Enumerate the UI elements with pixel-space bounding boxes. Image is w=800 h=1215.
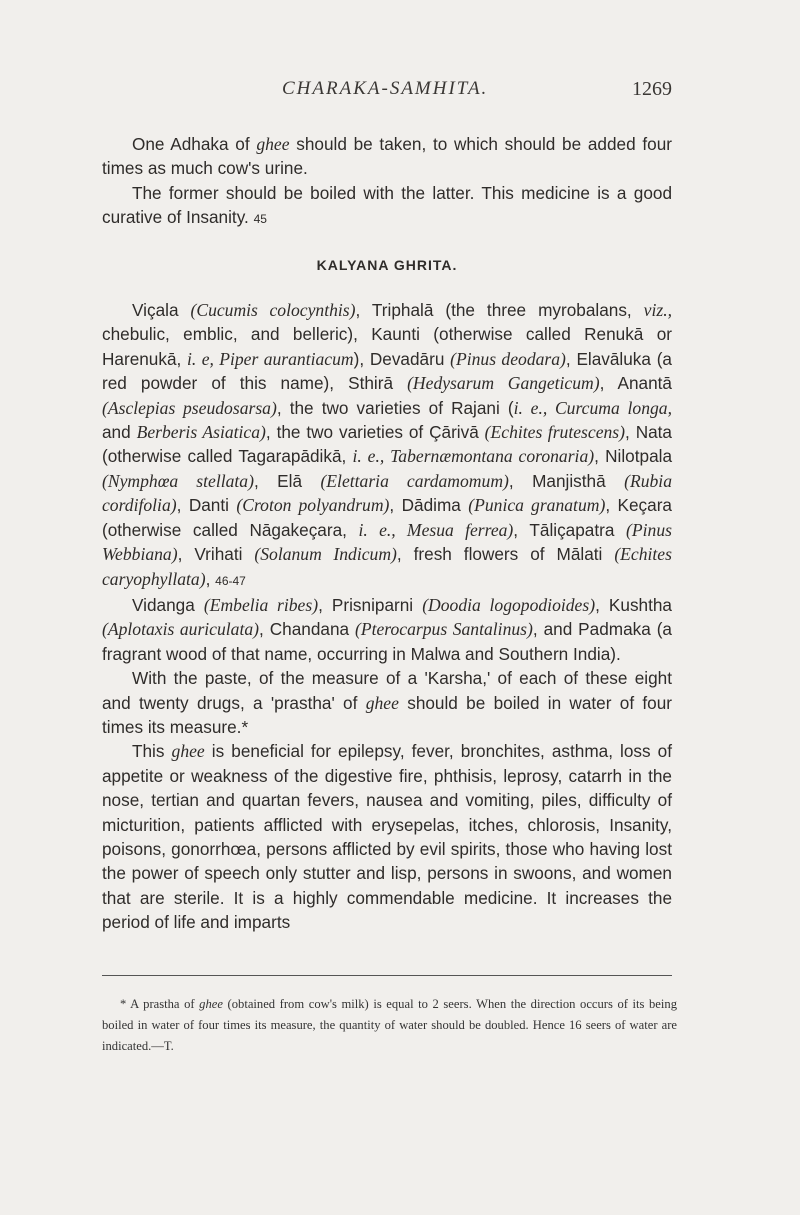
ingredient-separator: , [595,594,609,615]
ingredient-latin-name: viz., [643,300,672,321]
text-run: With the paste, of the measure of a 'Karsha,' of each of these eight and twenty drugs, a 'prastha' of [102,668,672,713]
ingredient-name: Triphalā (the three myrobalans, [371,300,644,321]
verse-reference: 46-47 [215,573,246,588]
ingredient-separator: , [599,373,618,394]
ingredient-separator: , [389,495,402,516]
footnote-divider [102,975,672,976]
ingredient-separator: , [276,397,290,418]
ingredient-latin-name: (Elettaria cardamomum) [320,470,509,491]
section-heading: KALYANA GHRITA. [316,256,458,273]
ingredient-latin-name: Berberis Asiatica) [136,422,266,443]
ingredient-latin-name: (Aplotaxis auriculata) [102,619,260,640]
ingredient-separator: , [532,619,544,640]
ingredient-name: fresh flowers of Mālati [413,544,615,565]
ingredient-item [137,422,277,442]
ingredient-item [370,349,577,369]
ingredient-separator: , [594,446,606,467]
ingredient-latin-name: (Cucumis colocynthis) [190,300,356,321]
ingredient-item [332,595,609,615]
ingredient-separator: , [508,470,533,491]
ingredient-name: Anantā [617,373,672,394]
ingredient-latin-name: (Punica granatum) [468,495,606,516]
text-run: * A prastha of [120,997,200,1011]
italic-term: ghee [171,741,205,762]
ingredient-latin-name: i. e., Curcuma longa, [513,397,672,418]
ingredient-name: Kushtha [608,594,672,615]
ingredient-name: Vidanga [132,594,204,615]
text-run: (obtained from cow's milk) is equal to 2 seers. When the direction occurs of its being boiled in water of four times its measure, the quantity of water should be doubled. Hence 16 seers of water are indicated.—T. [102,997,677,1053]
ingredient-item [132,300,372,320]
ingredient-separator: ), [353,348,370,369]
ingredient-name: Manjisthā [532,470,625,491]
paragraph-2 [102,181,672,232]
ingredient-name: Vrihati [194,544,255,565]
ingredient-latin-name: (Pterocarpus Santalinus) [354,619,533,640]
ingredient-item [132,595,332,615]
ingredient-item [277,422,636,442]
ingredient-name: Sthirā [348,373,408,394]
ingredient-item [189,495,402,515]
ingredient-latin-name: (Croton polyandrum) [236,495,390,516]
ingredient-separator: , [565,348,577,369]
ingredient-separator: , [205,568,216,589]
running-head [102,78,672,108]
text-run: This [132,741,172,762]
ingredient-separator: , [253,470,278,491]
ingredient-separator: , [396,544,414,565]
running-title: CHARAKA-SAMHITA. [282,78,489,99]
ingredient-latin-name: i. e, Piper aurantiacum [187,348,354,369]
body-text [102,132,672,935]
ingredient-name: Kaunti (otherwise called Renukā or Harenukā, [102,324,672,369]
text-run: One Adhaka of [132,134,257,154]
ingredient-separator: , [318,594,332,615]
ingredient-name: Viçala [132,300,191,321]
paragraph-1 [102,132,672,181]
ingredient-name: the two varieties of Çārivā [276,422,485,443]
ingredient-separator: , [265,422,277,443]
ingredient-latin-name: (Nymphœa stellata) [102,470,254,491]
ingredient-name: Elā [277,470,321,491]
ingredient-separator: and [102,422,137,443]
ingredient-item [402,495,618,515]
ingredient-name: Elavāluka (a red powder of this name), [102,348,672,394]
text-run: is beneficial for epilepsy, fever, bronchites, asthma, loss of appetite or weakness of the digestive fire, phthisis, leprosy, catarrh in the nose, tertian and quartan fevers, nausea and vomiting, piles, difficulty of micturition, patients afflicted with erysepelas, itches, chlorosis, Insanity, poisons, gonorrhœa, persons afflicted by evil spirits, those who having lost the power of speech only stutter and lisp, persons in swoons, and women that are sterile. It is a highly commendable medicine. It increases the period of life and imparts [102,741,672,933]
ingredient-separator: , [259,619,270,640]
ingredient-latin-name: (Rubia cordifolia) [102,470,672,516]
ingredient-name: Danti [188,495,237,516]
paragraph-5 [102,739,672,934]
ingredient-name: and Padmaka (a fragrant wood of that name, occurring in Malwa and Southern India). [102,619,672,664]
text-run: should be taken, to which should be added four times as much cow's urine. [102,134,672,179]
ingredient-latin-name: (Pinus deodara) [450,348,566,369]
ingredients-paragraph-continued [102,593,672,666]
ingredient-latin-name: (Echites caryophyllata) [102,544,672,589]
italic-term: ghee [199,997,223,1011]
ingredient-latin-name: (Echites frutescens) [484,422,626,443]
ingredient-separator: , [605,495,618,516]
ingredient-item [277,471,532,491]
ingredient-name: Tāliçapatra [529,519,627,540]
ingredients-paragraph [102,298,672,593]
ingredient-item [348,373,617,393]
ingredient-item [270,619,544,639]
ingredient-name: Prisniparni [331,594,423,615]
ingredient-latin-name: (Solanum Indicum) [254,544,397,565]
ingredient-separator: , [176,495,189,516]
page-number: 1269 [632,78,672,100]
ingredient-separator: , [177,544,195,565]
ingredient-latin-name: i. e., Tabernæmontana coronaria) [352,446,595,467]
ingredient-name: Dādima [401,495,469,516]
ingredient-name: Keçara (otherwise called Nāgakeçara, [102,495,672,540]
text-run: should be boiled in water of four times its measure.* [102,692,673,737]
italic-term: ghee [365,692,399,713]
ingredient-separator: , [625,422,636,443]
text-run: The former should be boiled with the latter. This medicine is a good curative of Insanity. [102,182,672,228]
ingredient-separator: chebulic, emblic, and belleric), [102,324,372,345]
ingredient-name: Devadāru [369,348,451,369]
ingredient-separator: , [355,300,372,321]
ingredient-latin-name: i. e., Mesua ferrea) [358,519,514,540]
ingredient-latin-name: (Pinus Webbiana) [102,519,672,565]
ingredient-name: Nata (otherwise called Tagarapādikā, [102,422,672,467]
italic-term: ghee [256,134,290,154]
ingredient-name: Chandana [269,619,355,640]
ingredient-latin-name: (Asclepias pseudosarsa) [102,397,277,418]
paragraph-4 [102,666,672,739]
ingredient-latin-name: (Embelia ribes) [203,594,319,615]
ingredient-name: Nilotpala [605,446,673,467]
ingredient-item [194,544,413,564]
verse-reference: 45 [253,212,267,227]
ingredient-name: the two varieties of Rajani ( [289,397,514,418]
ingredient-latin-name: (Doodia logopodioides) [422,594,596,615]
ingredient-latin-name: (Hedysarum Gangeticum) [407,373,600,394]
ingredient-separator: , [513,519,530,540]
footnote [102,994,677,1057]
